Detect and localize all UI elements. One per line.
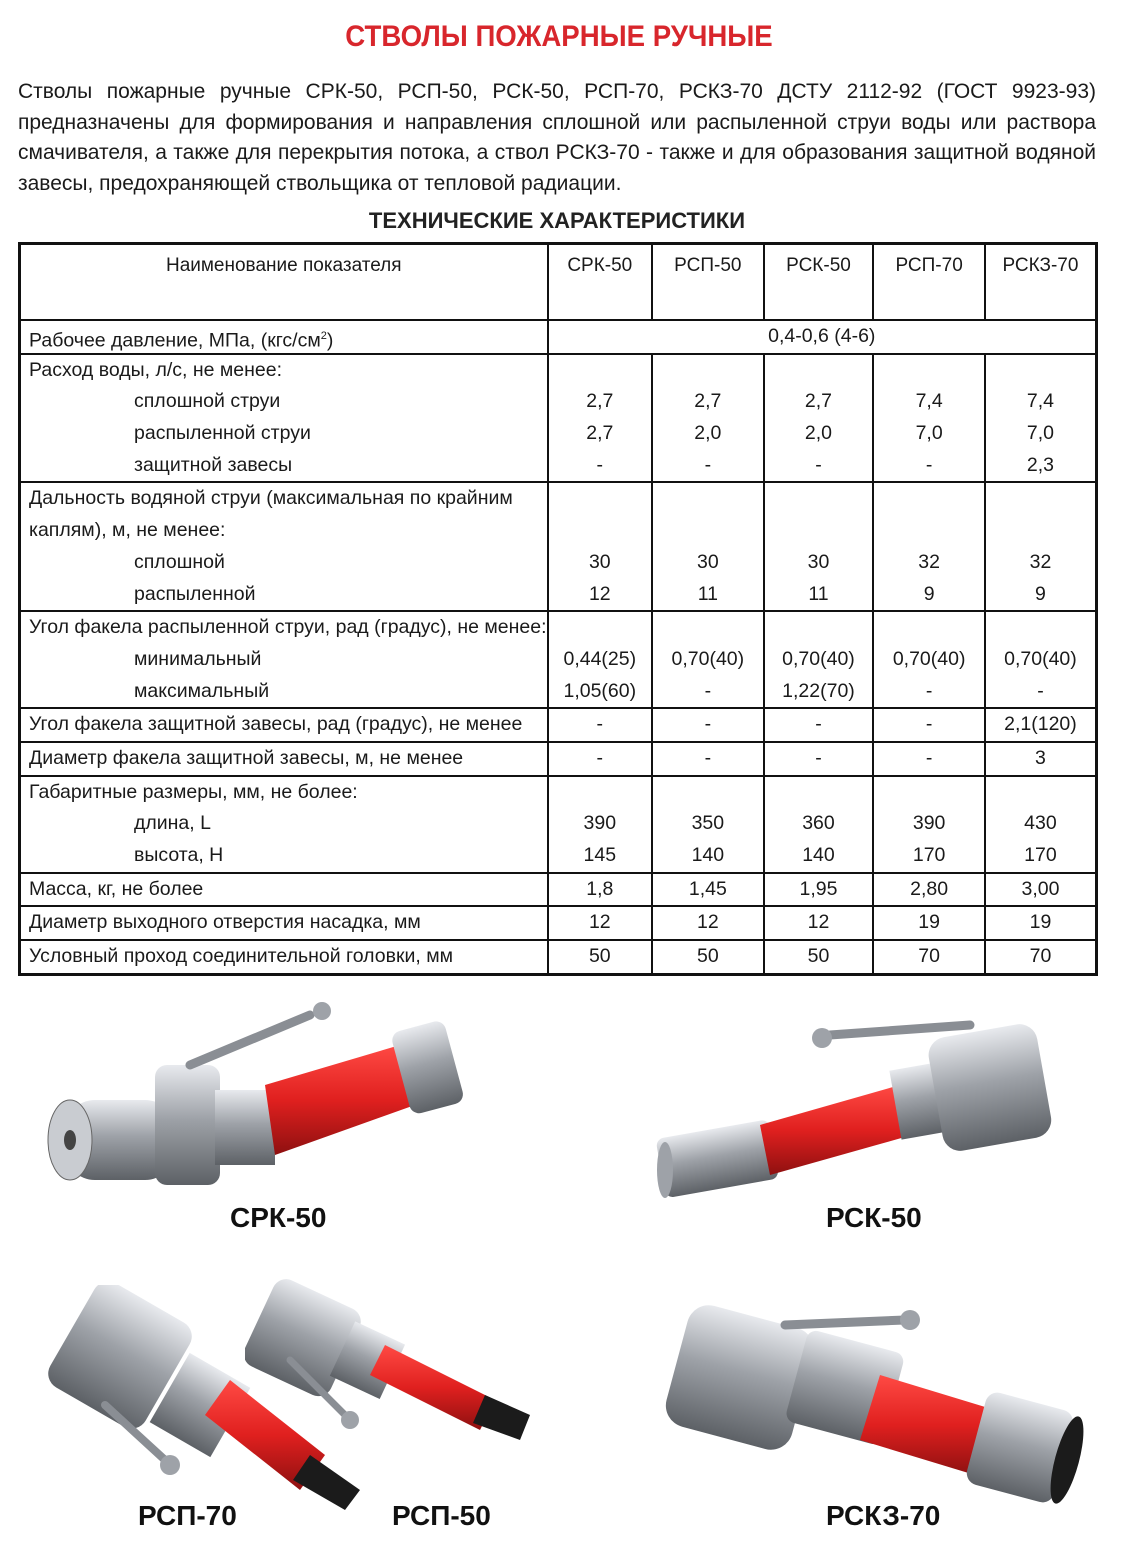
cell-value: - xyxy=(596,453,604,476)
table-row xyxy=(20,611,1097,708)
row-label xyxy=(20,354,548,483)
value-cell xyxy=(652,742,764,776)
cell-value: 430 xyxy=(1024,812,1057,835)
value-cell xyxy=(548,940,653,974)
cell-value: - xyxy=(815,453,822,476)
cell-value: 30 xyxy=(588,550,611,573)
cell-value: 1,22(70) xyxy=(782,679,855,702)
cell-value xyxy=(653,612,763,644)
label-line: высота, H xyxy=(134,844,224,866)
cell-value: 9 xyxy=(923,582,935,605)
pressure-value: 0,4-0,6 (4-6) xyxy=(768,325,876,347)
header-srk50: СРК-50 xyxy=(548,244,653,321)
cell-value: 7,0 xyxy=(915,422,943,445)
value-cell xyxy=(764,482,874,611)
cell-value xyxy=(765,777,873,809)
value-cell xyxy=(764,776,874,873)
label-line: Угол факела распыленной струи, рад (градус), не менее: xyxy=(29,616,547,639)
cell-value: 2,7 xyxy=(586,422,614,445)
cell-value: 70 xyxy=(918,945,940,968)
value-cell xyxy=(873,482,985,611)
cell-value: 1,45 xyxy=(688,877,727,900)
value-cell xyxy=(764,708,874,742)
value-cell xyxy=(985,776,1097,873)
header-rsp50: РСП-50 xyxy=(652,244,764,321)
value-cell xyxy=(548,906,653,940)
cell-value: 1,05(60) xyxy=(563,679,637,702)
cell-value xyxy=(765,355,873,387)
cell-value: 0,70(40) xyxy=(892,647,966,670)
cell-value: 12 xyxy=(588,582,611,605)
rskz70-nozzle-image xyxy=(655,1300,1095,1510)
value-cell xyxy=(873,708,985,742)
cell-value: 32 xyxy=(1029,550,1052,573)
cell-value: 360 xyxy=(802,812,835,835)
value-cell xyxy=(764,742,874,776)
table-row xyxy=(20,906,1097,940)
label-line: каплям), м, не менее: xyxy=(29,519,226,542)
cell-value xyxy=(653,777,763,809)
cell-value: - xyxy=(704,746,712,769)
caption-rsp70: РСП-70 xyxy=(138,1500,237,1531)
label-line: Дальность водяной струи (максимальная по крайним xyxy=(29,487,513,510)
cell-value: 2,1(120) xyxy=(1004,713,1077,736)
row-label xyxy=(20,906,548,940)
cell-value: 12 xyxy=(696,911,719,934)
value-cell xyxy=(985,482,1097,611)
pressure-label-end: ) xyxy=(326,329,334,352)
cell-value: 7,4 xyxy=(915,390,943,413)
value-cell xyxy=(548,742,653,776)
cell-value: 2,7 xyxy=(694,390,722,413)
specifications-table xyxy=(18,242,1098,976)
cell-value: 350 xyxy=(691,812,725,835)
label-line: сплошной струи xyxy=(134,390,281,413)
cell-value xyxy=(549,777,652,809)
cell-value: 12 xyxy=(807,911,830,934)
pressure-label: Рабочее давление, МПа, (кгс/см xyxy=(29,329,321,352)
value-cell xyxy=(873,611,985,708)
cell-value: 32 xyxy=(918,550,940,573)
cell-value: 2,0 xyxy=(694,422,722,445)
rsp50-nozzle-image xyxy=(245,1275,545,1455)
cell-value: 9 xyxy=(1035,582,1046,605)
label-line: Габаритные размеры, мм, не более: xyxy=(29,780,358,803)
cell-value: 50 xyxy=(696,945,719,968)
cell-value xyxy=(653,515,763,547)
pressure-sup: 2 xyxy=(320,330,327,342)
header-parameter: Наименование показателя xyxy=(20,244,548,321)
cell-value xyxy=(986,612,1095,644)
cell-value: 7,4 xyxy=(1026,390,1054,413)
cell-value: 0,70(40) xyxy=(1004,647,1077,670)
caption-rsp50: РСП-50 xyxy=(392,1500,491,1531)
value-cell xyxy=(652,482,764,611)
label-line: Диаметр выходного отверстия насадка, мм xyxy=(29,911,421,934)
cell-value xyxy=(653,483,763,515)
cell-value: - xyxy=(704,679,712,702)
row-label xyxy=(20,742,548,776)
cell-value: 11 xyxy=(697,582,718,605)
page-title: СТВОЛЫ ПОЖАРНЫЕ РУЧНЫЕ xyxy=(345,20,773,53)
label-line: распыленной струи xyxy=(134,422,311,445)
value-cell xyxy=(985,708,1097,742)
value-cell xyxy=(873,940,985,974)
value-cell xyxy=(764,940,874,974)
label-line xyxy=(21,321,547,353)
cell-value xyxy=(549,483,652,515)
cell-value: 1,8 xyxy=(586,877,614,900)
cell-value: - xyxy=(815,746,822,769)
cell-value xyxy=(765,515,873,547)
cell-value: 12 xyxy=(588,911,611,934)
cell-value: 0,70(40) xyxy=(671,647,745,670)
row-label xyxy=(20,776,548,873)
value-cell xyxy=(548,776,653,873)
value-cell xyxy=(652,354,764,483)
cell-value: 390 xyxy=(912,812,946,835)
value-cell xyxy=(985,906,1097,940)
value-cell xyxy=(873,906,985,940)
value-cell xyxy=(985,354,1097,483)
row-label xyxy=(20,708,548,742)
cell-value: 170 xyxy=(1024,844,1057,866)
cell-value: - xyxy=(815,713,822,736)
label-line: Расход воды, л/с, не менее: xyxy=(29,358,283,381)
srk50-nozzle-image xyxy=(40,995,500,1205)
cell-value xyxy=(986,515,1095,547)
label-line: Диаметр факела защитной завесы, м, не менее xyxy=(29,746,464,769)
value-cell xyxy=(652,708,764,742)
cell-value xyxy=(874,483,984,515)
value-cell xyxy=(985,873,1097,907)
cell-value: - xyxy=(925,679,933,702)
intro-text: Стволы пожарные ручные СРК-50, РСП-50, РСК-50, РСП-70, РСКЗ-70 ДСТУ 2112-92 (ГОСТ 9923-93) предназначены для формирования и направления сплошной или распыленной струи воды или раствора смачивателя, а также для перекрытия потока, а ствол РСКЗ-70 - также и для образования защитной водяной завесы, предохраняющей ствольщика от тепловой радиации. xyxy=(18,80,1096,195)
cell-value xyxy=(874,777,984,809)
cell-value: 30 xyxy=(696,550,719,573)
label-line: сплошной xyxy=(134,550,225,573)
cell-value xyxy=(986,483,1095,515)
table-row xyxy=(20,776,1097,873)
cell-value: 3 xyxy=(1035,746,1046,769)
cell-value: 11 xyxy=(808,582,829,605)
label-line: максимальный xyxy=(134,679,270,702)
cell-value xyxy=(549,612,652,644)
value-cell xyxy=(985,940,1097,974)
table-row xyxy=(20,940,1097,974)
cell-value: 3,00 xyxy=(1021,877,1060,900)
cell-value: - xyxy=(925,713,933,736)
label-line: Условный проход соединительной головки, мм xyxy=(29,945,454,968)
header-rsp70: РСП-70 xyxy=(873,244,985,321)
label-line: минимальный xyxy=(134,647,262,670)
cell-value: - xyxy=(925,453,933,476)
value-cell xyxy=(764,354,874,483)
value-cell xyxy=(652,940,764,974)
value-cell xyxy=(873,776,985,873)
label-line: длина, L xyxy=(134,812,211,835)
cell-value xyxy=(986,777,1095,809)
cell-value: - xyxy=(704,453,712,476)
caption-rskz70: РСКЗ-70 xyxy=(826,1500,941,1531)
cell-value: 2,80 xyxy=(910,877,949,900)
row-label xyxy=(20,940,548,974)
cell-value: 390 xyxy=(583,812,617,835)
value-cell xyxy=(548,354,653,483)
cell-value xyxy=(765,483,873,515)
cell-value: 2,7 xyxy=(804,390,833,413)
table-row xyxy=(20,708,1097,742)
cell-value: 2,0 xyxy=(804,422,833,445)
cell-value: 30 xyxy=(807,550,830,573)
cell-value: 50 xyxy=(588,945,611,968)
value-cell xyxy=(548,873,653,907)
table-body xyxy=(20,320,1097,974)
cell-value: 50 xyxy=(807,945,830,968)
label-line: защитной завесы xyxy=(134,453,293,476)
table-title: ТЕХНИЧЕСКИЕ ХАРАКТЕРИСТИКИ xyxy=(368,208,746,233)
cell-value: 2,3 xyxy=(1026,453,1054,476)
value-cell xyxy=(873,742,985,776)
value-cell xyxy=(652,906,764,940)
value-cell xyxy=(548,611,653,708)
cell-value xyxy=(874,515,984,547)
value-cell xyxy=(985,611,1097,708)
cell-value: 2,7 xyxy=(586,390,614,413)
table-row-pressure xyxy=(20,320,1097,354)
cell-value: 145 xyxy=(583,844,617,866)
cell-value xyxy=(986,355,1095,387)
cell-value: 140 xyxy=(802,844,835,866)
cell-value: 170 xyxy=(912,844,946,866)
label-line: распыленной xyxy=(134,582,256,605)
cell-value: 19 xyxy=(1029,911,1052,934)
cell-value: 19 xyxy=(918,911,940,934)
value-cell xyxy=(652,776,764,873)
table-row xyxy=(20,873,1097,907)
cell-value xyxy=(765,612,873,644)
cell-value: - xyxy=(1037,679,1044,702)
cell-value xyxy=(653,355,763,387)
cell-value: - xyxy=(925,746,933,769)
value-cell xyxy=(873,873,985,907)
cell-value: 70 xyxy=(1029,945,1052,968)
cell-value: 0,44(25) xyxy=(563,647,637,670)
value-cell xyxy=(764,611,874,708)
rsk50-nozzle-image xyxy=(650,1010,1070,1200)
cell-value xyxy=(549,515,652,547)
table-row xyxy=(20,482,1097,611)
cell-value: - xyxy=(596,746,604,769)
label-line: Угол факела защитной завесы, рад (градус), не менее xyxy=(29,713,523,736)
pressure-value-cell xyxy=(548,320,1097,354)
cell-value xyxy=(874,355,984,387)
row-label xyxy=(20,482,548,611)
header-rskz70: РСКЗ-70 xyxy=(985,244,1097,321)
value-cell xyxy=(548,482,653,611)
intro-paragraph xyxy=(18,77,1096,199)
value-cell xyxy=(548,708,653,742)
caption-srk50: СРК-50 xyxy=(230,1202,327,1233)
cell-value: - xyxy=(596,713,604,736)
cell-value xyxy=(549,355,652,387)
label-line: Масса, кг, не более xyxy=(29,877,204,900)
row-label xyxy=(20,611,548,708)
cell-value: 7,0 xyxy=(1026,422,1054,445)
row-label xyxy=(20,873,548,907)
value-cell xyxy=(873,354,985,483)
table-header-row xyxy=(20,244,1097,321)
value-cell xyxy=(764,906,874,940)
table-row xyxy=(20,354,1097,483)
table-row xyxy=(20,742,1097,776)
cell-value: 1,95 xyxy=(799,877,838,900)
value-cell xyxy=(764,873,874,907)
cell-value: 0,70(40) xyxy=(782,647,855,670)
value-cell xyxy=(652,611,764,708)
cell-value: - xyxy=(704,713,712,736)
cell-value xyxy=(874,612,984,644)
value-cell xyxy=(985,742,1097,776)
row-label xyxy=(20,320,548,354)
value-cell xyxy=(652,873,764,907)
header-rsk50: РСК-50 xyxy=(764,244,874,321)
cell-value: 140 xyxy=(691,844,725,866)
caption-rsk50: РСК-50 xyxy=(826,1202,922,1233)
